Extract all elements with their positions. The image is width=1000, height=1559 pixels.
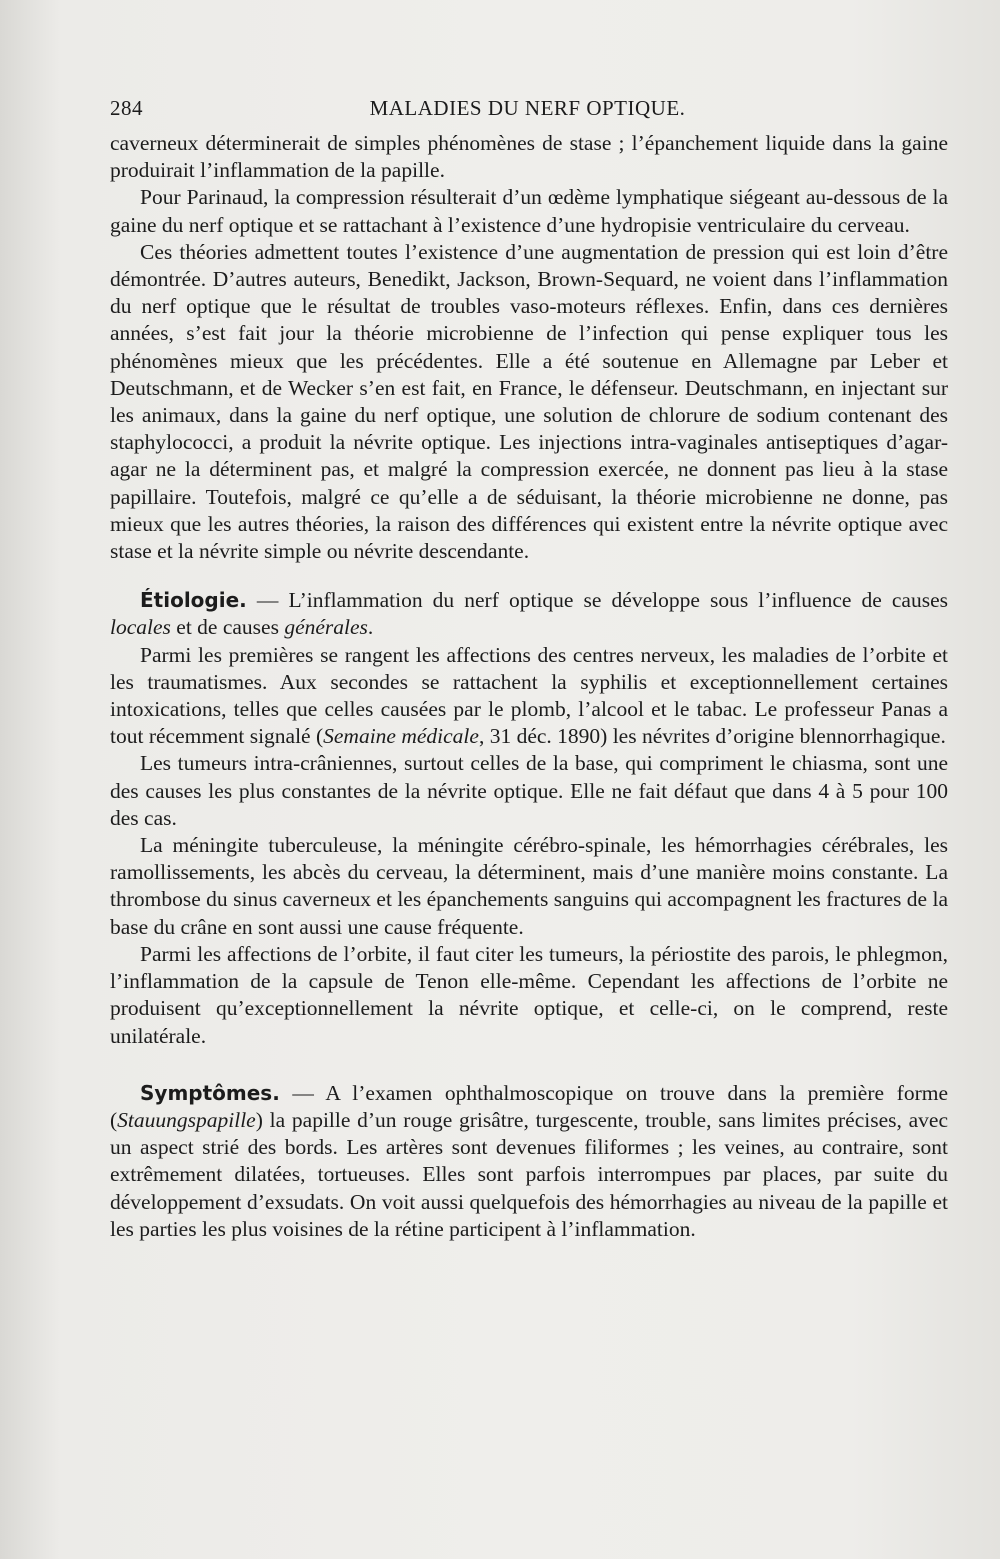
section-heading-etiologie: Étiologie. — [140, 588, 247, 613]
text-run: A l’examen ophthalmoscopique on trouve dans la première forme ( — [110, 1080, 948, 1132]
running-title: MALADIES DU NERF OPTIQUE. — [369, 96, 686, 120]
paragraph: caverneux déterminerait de simples phénomènes de stase ; l’épanchement liquide dans la gaine produirait l’inflammation de la papille. — [110, 131, 948, 183]
text-run: L’inflammation du nerf optique se développe sous l’influence de causes — [288, 588, 949, 613]
page-number: 284 — [110, 96, 143, 120]
italic-citation: Semaine médicale — [323, 724, 479, 749]
italic-term: Stauungspapille — [117, 1107, 256, 1132]
body-text — [110, 130, 948, 1243]
page-header — [110, 96, 945, 126]
italic-term: générales — [284, 615, 368, 640]
text-run: , 31 déc. 1890) les névrites d’origine blennorrhagique. — [478, 724, 946, 749]
text-run: ) la papille d’un rouge grisâtre, turgescente, trouble, sans limites précises, avec un aspect strié des bords. Les artères sont devenues filiformes ; les veines, au contraire, sont extrêmement dilatées, tortueuses. Elles sont parfois interrompues par places, par suite du développement d’exsudats. On voit aussi quelquefois des hémorrhagies au niveau de la papille et les parties les plus voisines de la rétine participent à l’inflammation. — [110, 1107, 948, 1241]
paragraph: La méningite tuberculeuse, la méningite cérébro-spinale, les hémorrhagies cérébrales, les ramollissements, les abcès du cerveau, la déterminent, mais d’une manière moins constante. La thrombose du sinus caverneux et les épanchements sanguins qui accompagnent les fractures de la base du crâne en sont aussi une cause fréquente. — [110, 833, 948, 939]
heading-dash: — — [246, 588, 289, 613]
paragraph: Parmi les affections de l’orbite, il faut citer les tumeurs, la périostite des parois, le phlegmon, l’inflammation de la capsule de Tenon elle-même. Cependant les affections de l’orbite ne produisent qu’exceptionnellement la névrite optique, et celle-ci, on le comprend, reste unilatérale. — [110, 941, 948, 1048]
etiologie-intro — [110, 587, 948, 641]
heading-dash: — — [279, 1080, 326, 1105]
text-run: et de causes — [170, 615, 285, 640]
paragraph — [110, 642, 948, 751]
text-run: . — [367, 615, 374, 640]
italic-term: locales — [110, 615, 171, 640]
section-heading-symptomes: Symptômes. — [140, 1080, 280, 1105]
paragraph: Ces théories admettent toutes l’existence d’une augmentation de pression qui est loin d’être démontrée. D’autres auteurs, Benedikt, Jackson, Brown-Sequard, ne voient dans l’inflammation du nerf optique que le résultat de troubles vaso-moteurs réflexes. Enfin, dans ces dernières années, s’est fait jour la théorie microbienne de l’infection qui pense expliquer tous les phénomènes mieux que les précédentes. Elle a été soutenue en Allemagne par Leber et Deutschmann, et de Wecker s’en est fait, en France, le défenseur. Deutschmann, en injectant sur les animaux, dans la gaine du nerf optique, une solution de chlorure de sodium contenant des staphylococci, a produit la névrite optique. Les injections intra-vaginales antiseptiques d’agar-agar ne la déterminent pas, et malgré la compression exercée, ne donnent pas lieu à la stase papillaire. Toutefois, malgré ce qu’elle a de séduisant, la théorie microbienne ne donne, pas mieux que les autres théories, la raison des différences qui existent entre la névrite optique avec stase et la névrite simple ou névrite descendante. — [110, 239, 948, 564]
paragraph: Les tumeurs intra-crâniennes, surtout celles de la base, qui compriment le chiasma, sont une des causes les plus constantes de la névrite optique. Elle ne fait défaut que dans 4 à 5 pour 100 des cas. — [110, 751, 948, 830]
paragraph: Pour Parinaud, la compression résulterait d’un œdème lymphatique siégeant au-dessous de la gaine du nerf optique et se rattachant à l’existence d’une hydropisie ventriculaire du cerveau. — [110, 185, 948, 237]
symptomes-intro — [110, 1080, 948, 1243]
text-run: Parmi les premières se rangent les affections des centres nerveux, les maladies de l’orbite et les traumatismes. Aux secondes se rattachent la syphilis et exceptionnellement certaines intoxications, telles que celles causées par le plomb, l’alcool et le tabac. Le professeur Panas a tout récemment signalé ( — [110, 642, 948, 749]
